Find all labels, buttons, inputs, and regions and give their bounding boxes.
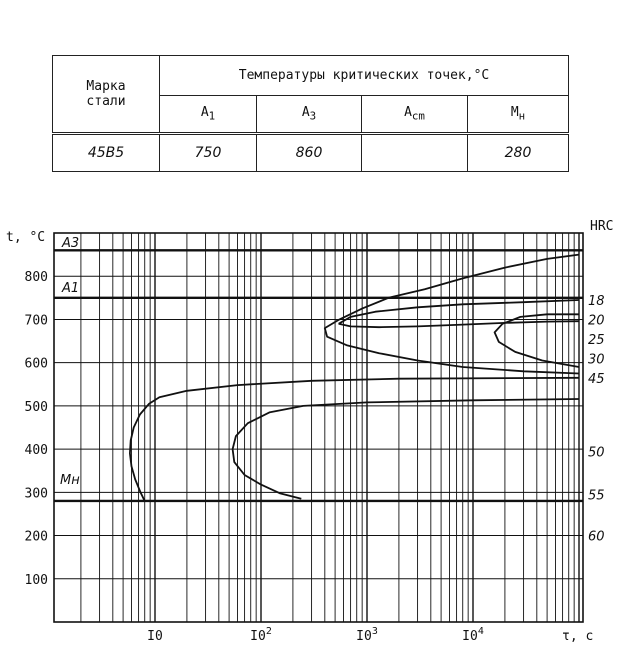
critical-temperatures-unit: °С [473, 68, 490, 83]
axis-tick-labels [25, 270, 605, 644]
transformation-curve [130, 378, 579, 501]
transformation-curve [339, 321, 579, 327]
x-tick-exponent: 4 [477, 626, 484, 637]
steel-grade-value: 45В5 [53, 134, 160, 172]
a3-line-label: A3 [62, 236, 80, 251]
x-tick-label: $I0^4$ [462, 626, 484, 644]
y-tick-label: 400 [24, 443, 48, 459]
critical-temperatures-text: Температуры критических точек, [238, 68, 474, 83]
a3-value: 860 [257, 134, 362, 172]
col-a1-sub: 1 [208, 109, 216, 123]
a1-line-label: A1 [62, 281, 80, 296]
transformation-curves [130, 255, 579, 501]
x-tick-label: I0 [147, 629, 163, 644]
col-a3-sub: 3 [309, 109, 317, 123]
x-tick-label: $I0^3$ [356, 626, 378, 644]
x-axis-label: τ, c [562, 629, 594, 644]
hardness-label: 20 [588, 313, 605, 329]
col-a3-name: A [301, 105, 310, 121]
x-tick-label: $I0^2$ [250, 626, 272, 644]
col-mn-sub: н [518, 109, 526, 123]
mn-line-label: Mн [60, 473, 80, 488]
hardness-label: 45 [588, 371, 605, 387]
col-acm-sub: cm [411, 109, 425, 123]
hardness-label: 30 [588, 352, 605, 368]
x-tick-exponent: 2 [265, 626, 272, 637]
reference-lines [54, 250, 583, 501]
hardness-label: 50 [588, 445, 605, 461]
x-tick-exponent: 3 [371, 626, 378, 637]
hardness-label: 18 [588, 293, 605, 309]
steel-grade-header: Марка стали [53, 56, 160, 134]
a1-value: 750 [160, 134, 257, 172]
y-tick-label: 300 [24, 486, 48, 502]
col-acm-name: A [404, 105, 412, 121]
hrc-label: HRC [590, 219, 614, 234]
y-tick-label: 700 [24, 313, 48, 329]
y-tick-label: 500 [24, 399, 48, 415]
col-a1-name: A [200, 105, 209, 121]
y-tick-label: 600 [24, 356, 48, 372]
mn-value: 280 [468, 134, 569, 172]
col-mn-name: M [510, 105, 519, 121]
y-tick-label: 100 [24, 572, 48, 588]
hardness-label: 55 [588, 488, 605, 504]
y-axis-label: t, °C [6, 230, 46, 245]
hardness-label: 60 [588, 529, 605, 545]
hardness-label: 25 [588, 332, 605, 348]
y-tick-label: 800 [24, 270, 48, 286]
y-tick-label: 200 [24, 529, 48, 545]
